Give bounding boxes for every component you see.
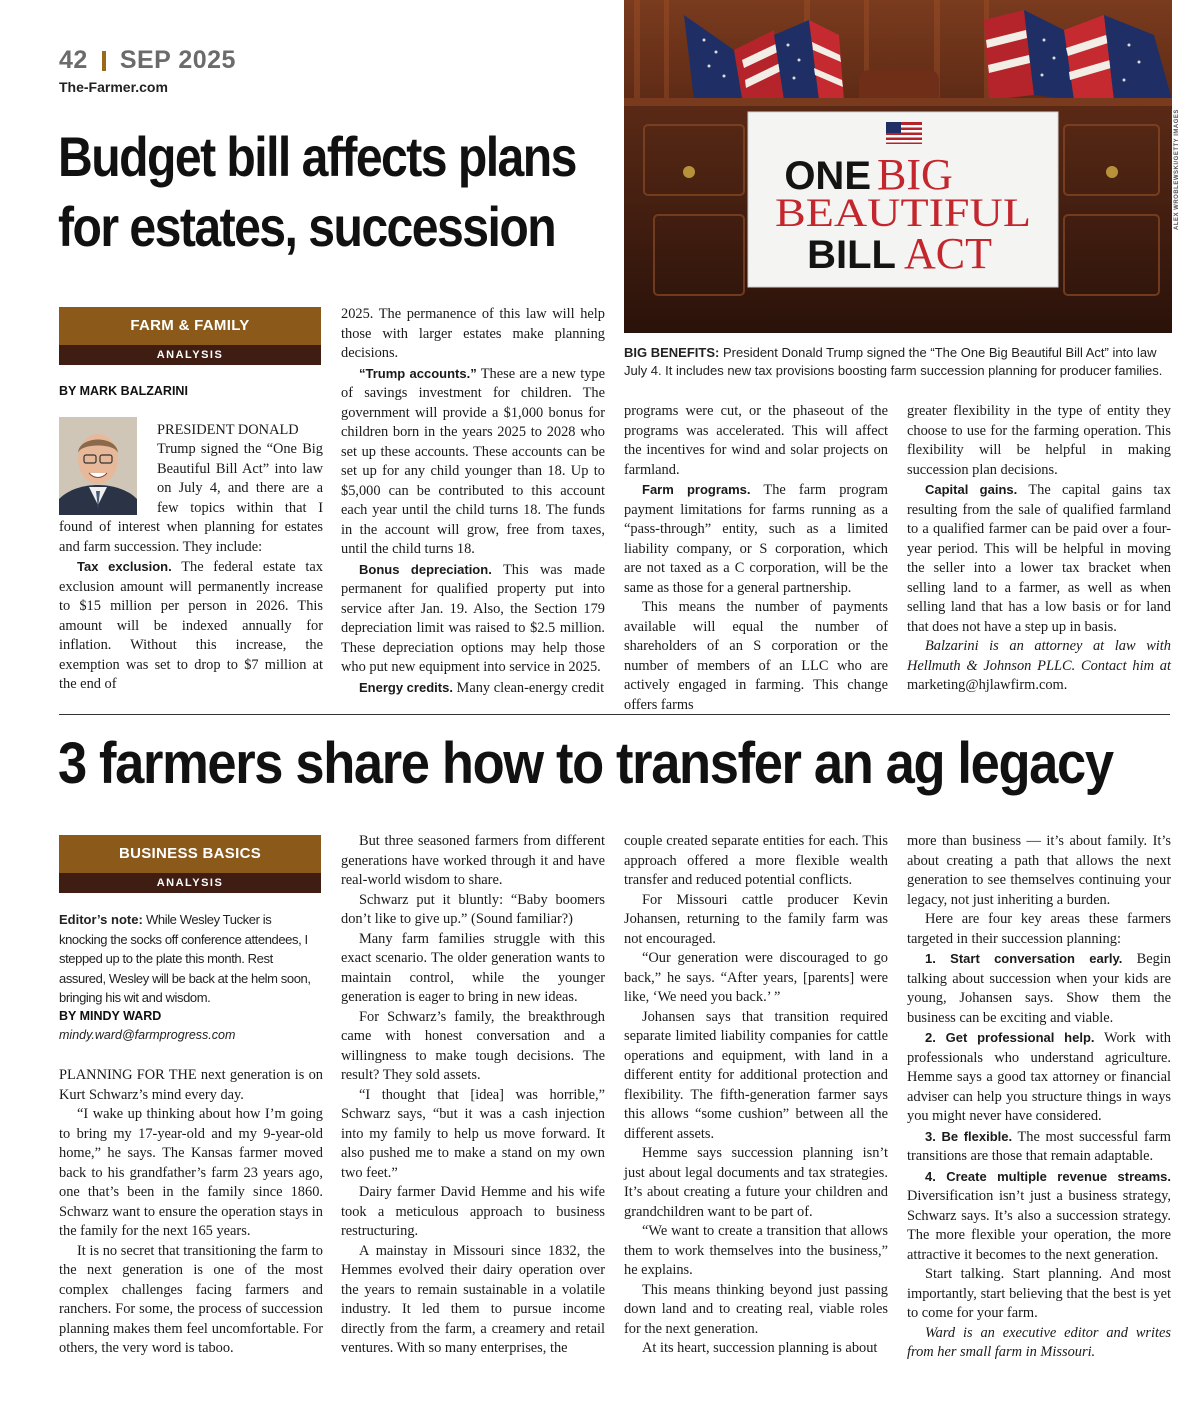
a2-col4-p4-lead: 2. Get professional help. [925,1030,1095,1045]
a2-col4-p5-text: The most successful farm transitions are those that remain adaptable. [907,1128,1171,1164]
issue-date: SEP 2025 [119,46,236,74]
a2-col1-p2: “I wake up thinking about how I’m going to bring my 17-year-old and my 9-year-old home,” he says. The Kansas farmer moved back to his grandfather’s farm 23 years ago, one that’s been in the family since 1860. Schwarz want to ensure the operation stays in the family for the next 165 years. [59,1106,323,1239]
sign-word-beautiful: BEAUTIFUL [775,190,1031,235]
editor-note-text: While Wesley Tucker is knocking the socks off conference attendees, I stepped up to the plate this month. Rest assured, Wesley will be back at the helm soon, bringing his wit and wisdom. [59,912,311,1005]
caption-lead: BIG BENEFITS: [624,345,720,360]
sign-word-one: ONE [784,154,871,198]
section-subtitle: ANALYSIS [59,345,321,365]
col1-p2 [59,557,323,695]
article1-photo [624,0,1172,333]
article2-byline: BY MINDY WARD [59,1009,162,1023]
a2-col3-p2: For Missouri cattle producer Kevin Johansen, returning to the family farm was not encouraged. [624,891,888,947]
photo-credit: ALEX WROBLEWSKI/GETTY IMAGES [1174,109,1180,230]
article2-email-link[interactable]: mindy.ward@farmprogress.com [59,1028,236,1042]
a2-col3-p3: “Our generation were discouraged to go back,” he says. “After years, [parents] were like, ‘We need you back.’ ” [624,950,888,1005]
article1-headline [58,122,576,262]
article1-byline: BY MARK BALZARINI [59,384,188,398]
col2-p4-text: Many clean-energy credit [456,679,605,696]
a2-col4-p5 [907,1127,1171,1167]
a2-col4-p2: Here are four key areas these farmers targeted in their succession planning: [907,911,1171,947]
col2-p2-lead: “Trump accounts.” [359,365,477,381]
a2-col1-p1-caps: PLANNING FOR THE [59,1067,197,1083]
a2-col2-p2: Schwarz put it bluntly: “Baby boomers don’t like to give up.” (Sound familiar?) [341,891,605,927]
a2-col2-p3: Many farm families struggle with this exact scenario. The older generation wants to maintain control, while the younger generation is eager to bring in new ideas. [341,930,605,1005]
masthead [59,46,236,95]
section-subtitle: ANALYSIS [59,873,321,893]
a2-col2-p7: A mainstay in Missouri since 1832, the Hemmes evolved their dairy operation over the years to remain sustainable in a volatile industry. It led them to pursue income directly from the farm, a creamery and retail ventures. With so many enterprises, the [341,1242,605,1356]
a2-col2-p5: “I thought that [idea] was horrible,” Schwarz says, “but it was a cash injection into my family to help us move forward. It also pushed me to make a stand on my own two feet.” [341,1086,605,1181]
col1-dropcaps: PRESIDENT DONALD [157,422,299,438]
masthead-divider [102,51,106,71]
article2-column3 [624,832,888,1359]
col4-p2 [907,480,1171,637]
col4-p3 [907,637,1171,696]
a2-col3-p8: At its heart, succession planning is about [642,1340,878,1356]
article1-section-label [59,307,321,365]
a2-col2-p1: But three seasoned farmers from different generations have worked through it and have real-world wisdom to share. [341,833,605,888]
a2-col4-p6 [907,1167,1171,1266]
a2-col4-p6-text: Diversification isn’t just a business strategy, Schwarz says. It’s also a succession strategy. The more flexible your operation, the more attractive it becomes to the next generation. [907,1188,1171,1263]
a2-col2-p6: Dairy farmer David Hemme and his wife took a meticulous approach to business restructuring. [341,1184,605,1239]
author-email-link[interactable]: marketing@hjlawfirm.com. [907,677,1068,693]
col2-p3-text: This was made permanent for qualified property put into service after Jan. 19. Also, the Section 179 depreciation limit was raised to $2.5 million. These depreciation options may help those who put new equipment into service in 2025. [341,561,606,675]
a2-col4-p3-text: Begin talking about succession when your kids are young, Johansen says. Show them the business can be exciting and viable. [907,951,1171,1026]
photo-illustration [624,0,1172,333]
page-date-line [59,46,236,75]
article1-column3 [624,402,888,715]
article2-column1 [59,1066,323,1359]
a2-col2-p4: For Schwarz’s family, the breakthrough came with honest conversation and a willingness to make tough decisions. The result? They sold assets. [341,1008,605,1083]
a2-col3-p1: couple created separate entities for each. This approach offered a more flexible wealth transfer and reduced potential conflicts. [624,833,888,888]
col4-p3-text: Balzarini is an attorney at law with Hellmuth & Johnson PLLC. Contact him at [907,638,1171,674]
col1-p1: Trump signed the “One Big Beautiful Bill Act” into law on July 4, and there are a few topics within that I found of interest when planning for estates and farm succession. They include: [59,441,323,555]
sign-word-big: BIG [877,150,953,199]
a2-col1-p1 [59,1066,323,1105]
col1-p2-lead: Tax exclusion. [77,559,172,574]
col3-p2 [624,480,888,598]
sign-word-bill: BILL [807,233,896,277]
article2-headline: 3 farmers share how to transfer an ag legacy [58,731,1113,796]
col3-p2-lead: Farm programs. [642,482,751,497]
a2-col4-p3-lead: 1. Start conversation early. [925,951,1123,966]
photo-float-spacer [59,440,157,518]
article1-column4 [907,402,1171,696]
a2-col4-p6-lead: 4. Create multiple revenue streams. [925,1168,1171,1184]
article2-section-label [59,835,321,893]
a2-col4-p3 [907,949,1171,1028]
col1-p2-text: The federal estate tax exclusion amount will permanently increase to $15 million per person in 2026. This amount will be indexed annually for inflation. Without this increase, the exemption was set to drop to $7 million at the end of [59,559,323,692]
col4-p2-text: The capital gains tax resulting from the sale of qualified farmland to a qualified farmer can be paid over a four-year period. This will be helpful in moving the seller into a lower tax bracket when selling land to a farmer, as well as when selling land that has a low basis or for land that does not have a step up in basis. [907,482,1171,635]
a2-col1-p1-text: next generation is on Kurt Schwarz’s mind every day. [59,1067,324,1103]
sign-word-act: ACT [904,229,992,278]
a2-col3-p7: This means thinking beyond just passing down land and to creating real, viable roles for the next generation. [624,1281,888,1337]
a2-col4-p7: Start talking. Start planning. And most importantly, start believing that the best is yet to come for your farm. [907,1266,1171,1321]
editor-note-lead: Editor’s note: [59,912,143,927]
col3-p1: programs were cut, or the phaseout of the programs was accelerated. This will affect the incentives for wind and solar projects on farmland. [624,403,888,478]
col2-p1: 2025. The permanence of this law will help those with larger estates make planning decisions. [341,306,605,361]
a2-col3-p6: “We want to create a transition that allows them to work themselves into the business,” he explains. [624,1223,888,1278]
photo-caption [624,344,1172,380]
section-title: FARM & FAMILY [59,307,321,345]
col3-p2-text: The farm program payment limitations for farms running as a “pass-through” entity, such as a limited liability company, or S corporation, which are not taxed as a C corporation, will be the same as those for a general partnership. [624,482,888,596]
col2-p4-lead: Energy credits. [359,679,453,695]
col2-p4 [341,678,605,699]
site-name: The-Farmer.com [59,79,168,95]
section-title: BUSINESS BASICS [59,835,321,873]
col2-p3-lead: Bonus depreciation. [359,561,492,577]
bill-sign [748,112,1058,287]
article1-headline-line1: Budget bill affects plans [58,125,576,188]
col3-p3: This means the number of payments available will equal the number of shareholders of an S corporation or the number of members of an LLC who are actively engaged in farming. This change offers farms [624,599,888,713]
col2-p2 [341,364,605,560]
col4-p1: greater flexibility in the type of entity they choose to use for the farming operation. This flexibility will be helpful in making succession plan decisions. [907,403,1171,478]
article2-column2 [341,832,605,1359]
page-number: 42 [59,46,88,74]
a2-col4-p4-text: Work with professionals who understand agriculture. Hemme says a good tax attorney or financial adviser can help you structure things in ways you might never have considered. [907,1030,1172,1124]
col4-p2-lead: Capital gains. [925,482,1018,497]
a2-col3-p4: Johansen says that transition required separate limited liability companies for cattle operations and equipment, with land in a different entity for additional protection and flexibility. The fifth-generation farmer says this allows “some cushion” between all the different assets. [624,1008,888,1142]
article2-column4 [907,832,1171,1363]
article1-column1-body [59,440,323,695]
article1-column2 [341,305,605,698]
a2-col4-p5-lead: 3. Be flexible. [925,1128,1013,1144]
caption-text: President Donald Trump signed the “The One Big Beautiful Bill Act” into law July 4. It includes new tax provisions boosting farm succession planning for producer families. [624,345,1163,378]
a2-col1-p3: It is no secret that transitioning the farm to the next generation is one of the most complex challenges facing farmers and ranchers. For some, the process of succession planning makes them feel uncomfortable. For others, the very word is taboo. [59,1242,323,1356]
a2-col3-p5: Hemme says succession planning isn’t just about legal documents and tax strategies. It’s about creating a future your children and grandchildren want to be part of. [624,1145,888,1220]
a2-col4-p1: more than business — it’s about family. It’s about creating a path that allows the next generation to see themselves continuing your legacy, not just inheriting a burden. [907,833,1171,908]
article-divider [59,714,1170,715]
a2-col4-p4 [907,1028,1171,1127]
col2-p2-text: These are a new type of savings investment for children. The government will provide a $1,000 bonus for children born in the years 2025 to 2028 who set up these accounts. These accounts can be set up for any child younger than 18. Up to $5,000 can be contributed to this account each year until the child turns 18. The funds in the account will grow, free from taxes, until the child turns 18. [341,365,605,557]
article1-headline-line2: for estates, succession [58,195,556,258]
editor-note [59,910,321,1008]
a2-col4-p8: Ward is an executive editor and writes from her small farm in Missouri. [907,1324,1171,1360]
col2-p3 [341,560,605,678]
